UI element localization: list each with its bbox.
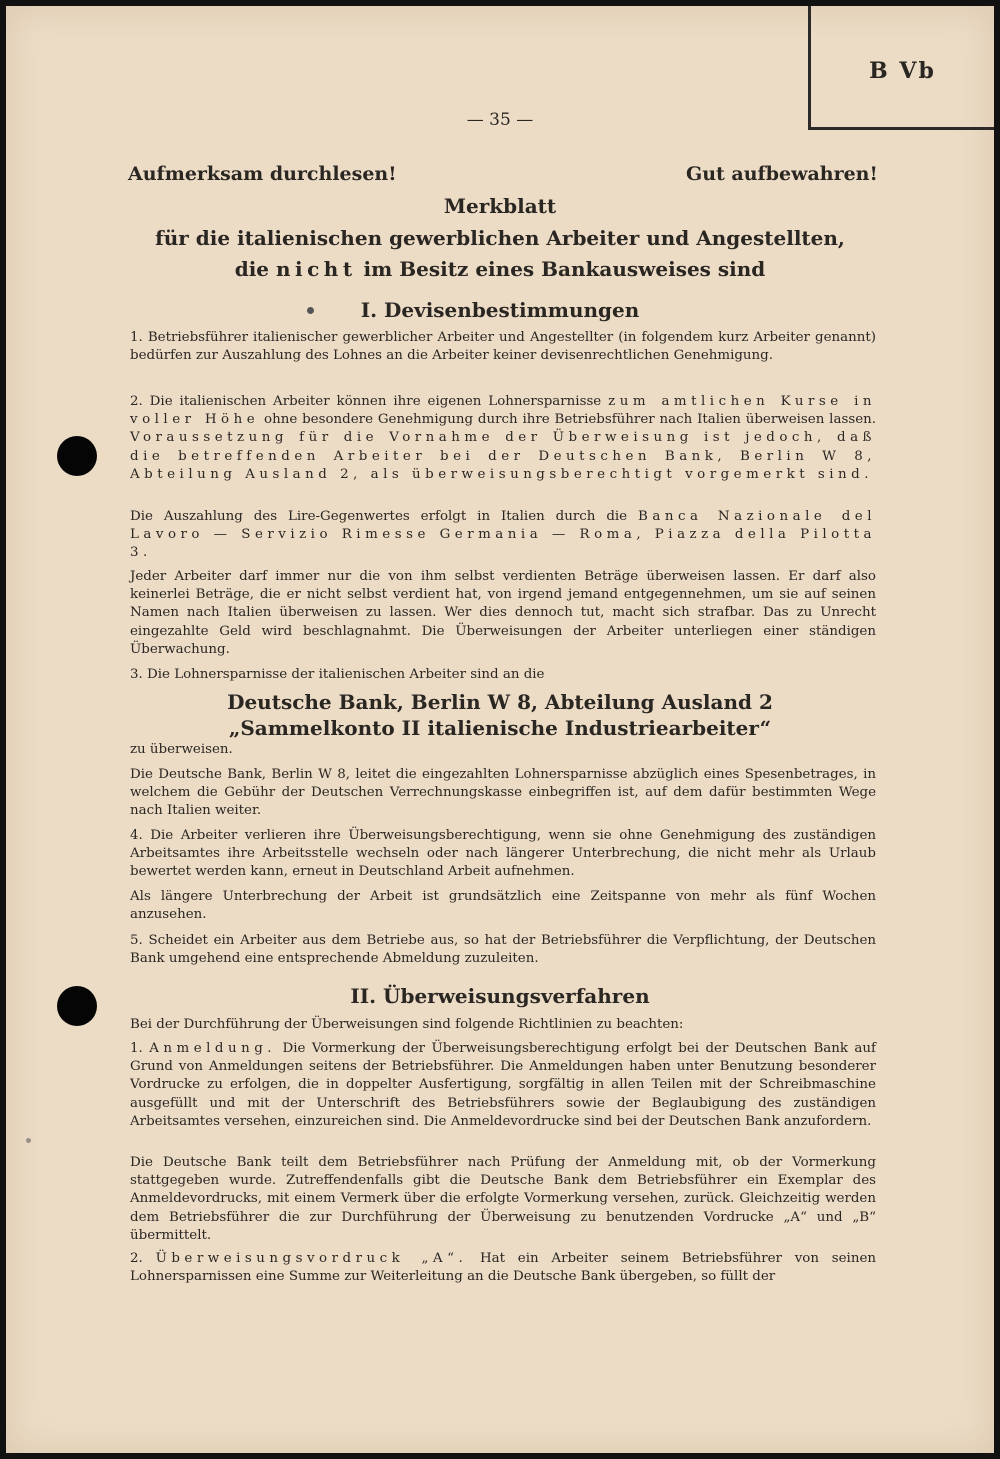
- paragraph-8: 4. Die Arbeiter verlieren ihre Überweisungsberechtigung, wenn sie ohne Genehmigung des zuständigen Arbeitsamtes ihre Arbeitsstelle wechseln oder nach längerer Unterbrechung, die nicht mehr als Urlaub bewertet werden kann, erneut in Deutschland Arbeit aufnehmen.: [130, 828, 876, 880]
- section-heading-2: II. Überweisungsverfahren: [350, 984, 650, 1008]
- document-title: Merkblatt: [443, 194, 557, 218]
- paragraph-4: Jeder Arbeiter darf immer nur die von ihm selbst verdienten Beträge überweisen lassen. Er darf also keinerlei Beträge, die er nicht selbst verdient hat, von irgend jemand entgegennehmen, um sie auf seinen Namen nach Italien überweisen zu lassen. Wer dies dennoch tut, macht sich strafbar. Das zu Unrecht eingezahlte Geld wird beschlagnahmt. Die Überweisungen der Arbeiter unterliegen einer ständigen Überwachung.: [130, 569, 876, 657]
- punch-hole-top: [57, 436, 97, 476]
- instruction-read-carefully: Aufmerksam durchlesen!: [128, 163, 397, 185]
- paragraph-13: Die Deutsche Bank teilt dem Betriebsführer nach Prüfung der Anmeldung mit, ob der Vormerkung stattgegeben wurde. Zutreffendenfalls gibt die Deutsche Bank dem Betriebsführer ein Exemplar des Anmeldevordrucks, mit einem Vermerk über die erfolgte Vormerkung versehen, zurück. Gleichzeitig werden dem Betriebsführer die zur Durchführung der Überweisung zu benutzenden Vordrucke „A“ und „B“ übermittelt.: [130, 1155, 876, 1243]
- paragraph-9: Als längere Unterbrechung der Arbeit ist grundsätzlich eine Zeitspanne von mehr als fünf Wochen anzusehen.: [130, 889, 876, 923]
- paper-speck: [26, 1138, 31, 1143]
- section-heading-1: I. Devisenbestimmungen: [360, 298, 640, 322]
- paragraph-11: Bei der Durchführung der Überweisungen sind folgende Richtlinien zu beachten:: [130, 1017, 684, 1032]
- paragraph-2: 2. Die italienischen Arbeiter können ihre eigenen Lohnersparnisse zum amtlichen Kurse in voller Höhe ohne besondere Genehmigung durch ihre Betriebsführer nach Italien überweisen lassen. Voraussetzung für die Vornahme der Überweisung ist jedoch, daß die betreffenden Arbeiter bei der Deutschen Bank, Berlin W 8, Abteilung Ausland 2, als überweisungsberechtigt vorgemerkt sind.: [130, 394, 877, 482]
- bank-account-name: „Sammelkonto II italienische Industriearbeiter“: [228, 716, 772, 740]
- document-subtitle-line2: die nicht im Besitz eines Bankausweises sind: [234, 257, 766, 281]
- paragraph-10: 5. Scheidet ein Arbeiter aus dem Betriebe aus, so hat der Betriebsführer die Verpflichtung, der Deutschen Bank umgehend eine entsprechende Abmeldung zuzuleiten.: [130, 933, 876, 967]
- paragraph-14: 2. Überweisungsvordruck „A“. Hat ein Arbeiter seinem Betriebsführer von seinen Lohnersparnissen eine Summe zur Weiterleitung an die Deutsche Bank übergeben, so füllt der: [130, 1251, 876, 1285]
- paragraph-6: zu überweisen.: [130, 742, 233, 757]
- page-number: — 35 —: [466, 110, 534, 130]
- bank-address: Deutsche Bank, Berlin W 8, Abteilung Ausland 2: [227, 690, 773, 714]
- classification-code: B Vb: [869, 58, 936, 84]
- instruction-keep-safe: Gut aufbewahren!: [686, 163, 878, 185]
- paragraph-7: Die Deutsche Bank, Berlin W 8, leitet die eingezahlten Lohnersparnisse abzüglich eines Spesenbetrages, in welchem die Gebühr der Deutschen Verrechnungskasse einbegriffen ist, auf dem dafür bestimmten Wege nach Italien weiter.: [130, 767, 876, 819]
- paragraph-1: 1. Betriebsführer italienischer gewerblicher Arbeiter und Angestellter (in folgendem kurz Arbeiter genannt) bedürfen zur Auszahlung des Lohnes an die Arbeiter keiner devisenrechtlichen Genehmigung.: [130, 330, 876, 364]
- paragraph-5: 3. Die Lohnersparnisse der italienischen Arbeiter sind an die: [130, 667, 545, 682]
- paragraph-12: 1. Anmeldung. Die Vormerkung der Überweisungsberechtigung erfolgt bei der Deutschen Bank auf Grund von Anmeldungen seitens der Betriebsführer. Die Anmeldungen haben unter Benutzung besonderer Vordrucke zu erfolgen, die in doppelter Ausfertigung, sorgfältig in allen Teilen mit der Schreibmaschine ausgefüllt und mit der Unterschrift des Betriebsführers sowie der Beglaubigung des zuständigen Arbeitsamtes versehen, einzureichen sind. Die Anmeldevordrucke sind bei der Deutschen Bank anzufordern.: [130, 1041, 876, 1129]
- document-subtitle-line1: für die italienischen gewerblichen Arbeiter und Angestellten,: [155, 226, 845, 250]
- punch-hole-bottom: [57, 986, 97, 1026]
- paragraph-3: Die Auszahlung des Lire-Gegenwertes erfolgt in Italien durch die Banca Nazionale del Lavoro — Servizio Rimesse Germania — Roma, Piazza della Pilotta 3.: [130, 509, 876, 561]
